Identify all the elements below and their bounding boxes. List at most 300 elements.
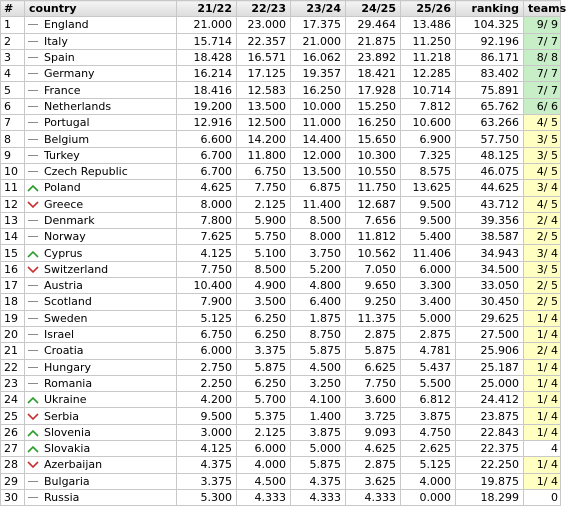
country-cell — [25, 115, 177, 131]
teams-count: 7/ 7 — [524, 82, 561, 98]
ranking-score: 22.375 — [456, 441, 524, 457]
season-score: 3.625 — [346, 473, 401, 489]
season-score: 9.650 — [346, 278, 401, 294]
country-cell — [25, 163, 177, 179]
teams-count: 3/ 4 — [524, 180, 561, 196]
season-score: 6.400 — [291, 294, 346, 310]
country-cell — [25, 147, 177, 163]
ranking-score: 33.050 — [456, 278, 524, 294]
trend-flat-icon — [27, 346, 39, 356]
rank-number: 3 — [1, 49, 25, 65]
season-score: 11.000 — [291, 115, 346, 131]
season-score: 4.625 — [346, 441, 401, 457]
season-score: 12.583 — [237, 82, 291, 98]
season-score: 7.750 — [237, 180, 291, 196]
season-score: 19.200 — [177, 98, 237, 114]
country-name[interactable]: Belgium — [44, 132, 90, 146]
teams-count: 9/ 9 — [524, 17, 561, 33]
season-score: 8.750 — [291, 326, 346, 342]
rank-number: 26 — [1, 424, 25, 440]
season-score: 5.875 — [291, 457, 346, 473]
country-name[interactable]: Turkey — [44, 148, 80, 162]
season-score: 19.357 — [291, 66, 346, 82]
rank-number: 14 — [1, 229, 25, 245]
teams-count: 3/ 5 — [524, 147, 561, 163]
season-score: 16.214 — [177, 66, 237, 82]
table-row[interactable] — [1, 245, 561, 261]
country-name[interactable]: Ukraine — [44, 393, 87, 407]
country-cell — [25, 343, 177, 359]
teams-count: 1/ 4 — [524, 326, 561, 342]
table-row[interactable] — [1, 375, 561, 391]
trend-flat-icon — [27, 297, 39, 307]
season-score: 12.916 — [177, 115, 237, 131]
season-score: 23.000 — [237, 17, 291, 33]
rank-number: 24 — [1, 392, 25, 408]
table-row[interactable] — [1, 489, 561, 505]
country-name[interactable]: Italy — [44, 34, 68, 48]
country-cell — [25, 424, 177, 440]
header-season-21-22[interactable]: 21/22 — [177, 1, 237, 17]
season-score: 6.250 — [237, 310, 291, 326]
season-score: 0.000 — [401, 489, 456, 505]
country-cell — [25, 180, 177, 196]
rank-number: 27 — [1, 441, 25, 457]
season-score: 4.000 — [401, 473, 456, 489]
season-score: 11.375 — [346, 310, 401, 326]
ranking-score: 83.402 — [456, 66, 524, 82]
season-score: 4.125 — [177, 441, 237, 457]
trend-flat-icon — [27, 20, 39, 30]
trend-down-icon — [27, 460, 39, 470]
trend-flat-icon — [27, 281, 39, 291]
teams-count: 3/ 5 — [524, 131, 561, 147]
table-row[interactable] — [1, 408, 561, 424]
country-name[interactable]: Sweden — [44, 311, 88, 325]
season-score: 12.285 — [401, 66, 456, 82]
teams-count: 1/ 4 — [524, 392, 561, 408]
rank-number: 23 — [1, 375, 25, 391]
ranking-score: 34.943 — [456, 245, 524, 261]
season-score: 7.625 — [177, 229, 237, 245]
country-name[interactable]: Germany — [44, 67, 95, 81]
country-cell — [25, 359, 177, 375]
table-row[interactable] — [1, 131, 561, 147]
season-score: 3.875 — [401, 408, 456, 424]
season-score: 3.400 — [401, 294, 456, 310]
ranking-score: 46.075 — [456, 163, 524, 179]
table-row[interactable] — [1, 17, 561, 33]
teams-count: 4/ 5 — [524, 196, 561, 212]
season-score: 11.800 — [237, 147, 291, 163]
country-name[interactable]: Israel — [44, 328, 75, 342]
country-cell — [25, 473, 177, 489]
season-score: 9.250 — [346, 294, 401, 310]
season-score: 1.875 — [291, 310, 346, 326]
country-name[interactable]: Romania — [44, 376, 93, 390]
rank-number: 1 — [1, 17, 25, 33]
ranking-score: 65.762 — [456, 98, 524, 114]
ranking-score: 86.171 — [456, 49, 524, 65]
season-score: 5.125 — [401, 457, 456, 473]
season-score: 8.000 — [177, 196, 237, 212]
season-score: 7.325 — [401, 147, 456, 163]
season-score: 3.725 — [346, 408, 401, 424]
table-row[interactable] — [1, 310, 561, 326]
trend-up-icon — [27, 183, 39, 193]
country-name[interactable]: England — [44, 18, 89, 32]
season-score: 6.625 — [346, 359, 401, 375]
table-row[interactable] — [1, 163, 561, 179]
season-score: 9.093 — [346, 424, 401, 440]
season-score: 13.500 — [237, 98, 291, 114]
ranking-score: 104.325 — [456, 17, 524, 33]
season-score: 8.000 — [291, 229, 346, 245]
season-score: 4.125 — [177, 245, 237, 261]
season-score: 4.500 — [291, 359, 346, 375]
rank-number: 17 — [1, 278, 25, 294]
trend-down-icon — [27, 412, 39, 422]
season-score: 4.333 — [291, 489, 346, 505]
trend-flat-icon — [27, 167, 39, 177]
season-score: 18.421 — [346, 66, 401, 82]
season-score: 21.875 — [346, 33, 401, 49]
season-score: 6.875 — [291, 180, 346, 196]
season-score: 9.500 — [401, 196, 456, 212]
season-score: 16.571 — [237, 49, 291, 65]
country-name[interactable]: Bulgaria — [44, 474, 90, 488]
ranking-score: 34.500 — [456, 261, 524, 277]
season-score: 17.125 — [237, 66, 291, 82]
ranking-score: 75.891 — [456, 82, 524, 98]
season-score: 2.875 — [401, 326, 456, 342]
trend-flat-icon — [27, 363, 39, 373]
table-row[interactable] — [1, 147, 561, 163]
ranking-score: 30.450 — [456, 294, 524, 310]
season-score: 6.250 — [237, 375, 291, 391]
country-name[interactable]: Poland — [44, 181, 81, 195]
season-score: 10.600 — [401, 115, 456, 131]
country-cell — [25, 245, 177, 261]
ranking-score: 25.187 — [456, 359, 524, 375]
table-row[interactable] — [1, 392, 561, 408]
ranking-score: 25.906 — [456, 343, 524, 359]
table-row[interactable] — [1, 457, 561, 473]
teams-count: 6/ 6 — [524, 98, 561, 114]
header-season-22-23[interactable]: 22/23 — [237, 1, 291, 17]
rank-number: 30 — [1, 489, 25, 505]
teams-count: 2/ 4 — [524, 212, 561, 228]
season-score: 4.200 — [177, 392, 237, 408]
country-name[interactable]: Slovakia — [44, 442, 91, 456]
season-score: 4.333 — [237, 489, 291, 505]
country-cell — [25, 294, 177, 310]
season-score: 12.500 — [237, 115, 291, 131]
ranking-score: 43.712 — [456, 196, 524, 212]
country-name[interactable]: Scotland — [44, 295, 92, 309]
table-row[interactable] — [1, 82, 561, 98]
season-score: 5.400 — [401, 229, 456, 245]
country-cell — [25, 408, 177, 424]
ranking-score: 19.875 — [456, 473, 524, 489]
table-row[interactable] — [1, 359, 561, 375]
ranking-score: 27.500 — [456, 326, 524, 342]
teams-count: 1/ 4 — [524, 457, 561, 473]
season-score: 7.750 — [177, 261, 237, 277]
header-country[interactable]: country — [25, 1, 177, 17]
header-season-23-24[interactable]: 23/24 — [291, 1, 346, 17]
ranking-score: 63.266 — [456, 115, 524, 131]
country-name[interactable]: Portugal — [44, 116, 90, 130]
season-score: 5.375 — [237, 408, 291, 424]
country-name[interactable]: Norway — [44, 230, 86, 244]
country-cell — [25, 278, 177, 294]
teams-count: 3/ 5 — [524, 261, 561, 277]
season-score: 5.875 — [346, 343, 401, 359]
season-score: 2.875 — [346, 326, 401, 342]
teams-count: 4/ 5 — [524, 163, 561, 179]
season-score: 11.250 — [401, 33, 456, 49]
table-row[interactable] — [1, 441, 561, 457]
trend-flat-icon — [27, 53, 39, 63]
table-row[interactable] — [1, 33, 561, 49]
ranking-score: 29.625 — [456, 310, 524, 326]
table-row[interactable] — [1, 473, 561, 489]
table-row[interactable] — [1, 261, 561, 277]
season-score: 5.437 — [401, 359, 456, 375]
teams-count: 7/ 7 — [524, 33, 561, 49]
season-score: 4.333 — [346, 489, 401, 505]
season-score: 2.125 — [237, 424, 291, 440]
rank-number: 4 — [1, 66, 25, 82]
table-row[interactable] — [1, 424, 561, 440]
table-row[interactable] — [1, 278, 561, 294]
season-score: 6.000 — [177, 343, 237, 359]
teams-count: 1/ 4 — [524, 310, 561, 326]
trend-flat-icon — [27, 493, 39, 503]
season-score: 8.500 — [291, 212, 346, 228]
season-score: 3.875 — [291, 424, 346, 440]
season-score: 4.625 — [177, 180, 237, 196]
rank-number: 29 — [1, 473, 25, 489]
season-score: 4.375 — [291, 473, 346, 489]
table-row[interactable] — [1, 180, 561, 196]
country-cell — [25, 82, 177, 98]
rank-number: 21 — [1, 343, 25, 359]
header-ranking[interactable]: ranking — [456, 1, 524, 17]
season-score: 6.000 — [237, 441, 291, 457]
teams-count: 4/ 5 — [524, 115, 561, 131]
season-score: 15.250 — [346, 98, 401, 114]
season-score: 4.781 — [401, 343, 456, 359]
table-row[interactable] — [1, 196, 561, 212]
country-name[interactable]: Switzerland — [44, 262, 109, 276]
season-score: 29.464 — [346, 17, 401, 33]
header-teams[interactable]: teams — [524, 1, 561, 17]
country-name[interactable]: Austria — [44, 279, 83, 293]
trend-up-icon — [27, 428, 39, 438]
rank-number: 25 — [1, 408, 25, 424]
season-score: 6.000 — [401, 261, 456, 277]
country-name[interactable]: Netherlands — [44, 99, 112, 113]
header-season-25-26[interactable]: 25/26 — [401, 1, 456, 17]
ranking-score: 92.196 — [456, 33, 524, 49]
rank-number: 13 — [1, 212, 25, 228]
season-score: 5.875 — [291, 343, 346, 359]
season-score: 7.750 — [346, 375, 401, 391]
season-score: 5.900 — [237, 212, 291, 228]
country-name[interactable]: Slovenia — [44, 425, 91, 439]
trend-down-icon — [27, 200, 39, 210]
teams-count: 1/ 4 — [524, 473, 561, 489]
ranking-score: 57.750 — [456, 131, 524, 147]
country-name[interactable]: Greece — [44, 197, 84, 211]
teams-count: 1/ 4 — [524, 408, 561, 424]
ranking-score: 39.356 — [456, 212, 524, 228]
country-name[interactable]: France — [44, 83, 81, 97]
teams-count: 8/ 8 — [524, 49, 561, 65]
teams-count: 3/ 4 — [524, 245, 561, 261]
country-cell — [25, 375, 177, 391]
country-name[interactable]: Hungary — [44, 360, 91, 374]
season-score: 5.700 — [237, 392, 291, 408]
season-score: 4.375 — [177, 457, 237, 473]
country-name[interactable]: Cyprus — [44, 246, 83, 260]
season-score: 3.600 — [346, 392, 401, 408]
season-score: 11.750 — [346, 180, 401, 196]
season-score: 6.812 — [401, 392, 456, 408]
teams-count: 2/ 5 — [524, 278, 561, 294]
rank-number: 2 — [1, 33, 25, 49]
ranking-score: 22.843 — [456, 424, 524, 440]
country-cell — [25, 261, 177, 277]
season-score: 6.900 — [401, 131, 456, 147]
season-score: 10.400 — [177, 278, 237, 294]
table-row[interactable] — [1, 294, 561, 310]
table-row[interactable] — [1, 343, 561, 359]
teams-count: 4 — [524, 441, 561, 457]
country-cell — [25, 33, 177, 49]
season-score: 22.357 — [237, 33, 291, 49]
country-name[interactable]: Czech Republic — [44, 165, 128, 179]
country-name[interactable]: Serbia — [44, 409, 80, 423]
header-season-24-25[interactable]: 24/25 — [346, 1, 401, 17]
country-cell — [25, 98, 177, 114]
season-score: 4.100 — [291, 392, 346, 408]
rank-number: 18 — [1, 294, 25, 310]
season-score: 3.300 — [401, 278, 456, 294]
trend-flat-icon — [27, 314, 39, 324]
season-score: 5.200 — [291, 261, 346, 277]
table-row[interactable] — [1, 66, 561, 82]
season-score: 15.714 — [177, 33, 237, 49]
season-score: 2.125 — [237, 196, 291, 212]
season-score: 10.550 — [346, 163, 401, 179]
season-score: 7.050 — [346, 261, 401, 277]
table-row[interactable] — [1, 326, 561, 342]
country-cell — [25, 489, 177, 505]
season-score: 2.750 — [177, 359, 237, 375]
table-row[interactable] — [1, 229, 561, 245]
rank-number: 11 — [1, 180, 25, 196]
country-name[interactable]: Azerbaijan — [44, 458, 103, 472]
teams-count: 2/ 4 — [524, 343, 561, 359]
trend-flat-icon — [27, 330, 39, 340]
trend-up-icon — [27, 395, 39, 405]
season-score: 14.200 — [237, 131, 291, 147]
country-cell — [25, 66, 177, 82]
country-cell — [25, 229, 177, 245]
season-score: 7.812 — [401, 98, 456, 114]
season-score: 8.500 — [237, 261, 291, 277]
trend-up-icon — [27, 249, 39, 259]
trend-flat-icon — [27, 69, 39, 79]
country-name[interactable]: Russia — [44, 491, 80, 505]
ranking-score: 22.250 — [456, 457, 524, 473]
rank-number: 15 — [1, 245, 25, 261]
season-score: 2.625 — [401, 441, 456, 457]
trend-flat-icon — [27, 37, 39, 47]
header-num[interactable]: # — [1, 1, 25, 17]
season-score: 5.000 — [291, 441, 346, 457]
table-row[interactable] — [1, 49, 561, 65]
season-score: 10.562 — [346, 245, 401, 261]
country-name[interactable]: Denmark — [44, 214, 95, 227]
ranking-score: 48.125 — [456, 147, 524, 163]
country-name[interactable]: Croatia — [44, 344, 84, 358]
rank-number: 12 — [1, 196, 25, 212]
teams-count: 2/ 5 — [524, 229, 561, 245]
season-score: 2.875 — [346, 457, 401, 473]
rank-number: 6 — [1, 98, 25, 114]
ranking-score: 38.587 — [456, 229, 524, 245]
season-score: 17.375 — [291, 17, 346, 33]
season-score: 6.700 — [177, 163, 237, 179]
season-score: 10.300 — [346, 147, 401, 163]
season-score: 11.406 — [401, 245, 456, 261]
trend-flat-icon — [27, 379, 39, 389]
season-score: 2.250 — [177, 375, 237, 391]
season-score: 3.750 — [291, 245, 346, 261]
season-score: 10.000 — [291, 98, 346, 114]
trend-flat-icon — [27, 232, 39, 242]
table-row[interactable] — [1, 115, 561, 131]
ranking-score: 25.000 — [456, 375, 524, 391]
season-score: 5.300 — [177, 489, 237, 505]
teams-count: 2/ 5 — [524, 294, 561, 310]
season-score: 11.400 — [291, 196, 346, 212]
table-row[interactable] — [1, 212, 561, 228]
season-score: 5.000 — [401, 310, 456, 326]
season-score: 6.250 — [237, 326, 291, 342]
rank-number: 16 — [1, 261, 25, 277]
header-row — [1, 1, 561, 17]
rank-number: 8 — [1, 131, 25, 147]
season-score: 6.700 — [177, 147, 237, 163]
ranking-score: 24.412 — [456, 392, 524, 408]
country-cell — [25, 212, 177, 228]
season-score: 6.600 — [177, 131, 237, 147]
trend-flat-icon — [27, 216, 39, 226]
season-score: 4.800 — [291, 278, 346, 294]
trend-flat-icon — [27, 135, 39, 145]
trend-flat-icon — [27, 118, 39, 128]
trend-flat-icon — [27, 86, 39, 96]
rank-number: 28 — [1, 457, 25, 473]
table-row[interactable] — [1, 98, 561, 114]
trend-flat-icon — [27, 102, 39, 112]
country-name[interactable]: Spain — [44, 51, 75, 65]
